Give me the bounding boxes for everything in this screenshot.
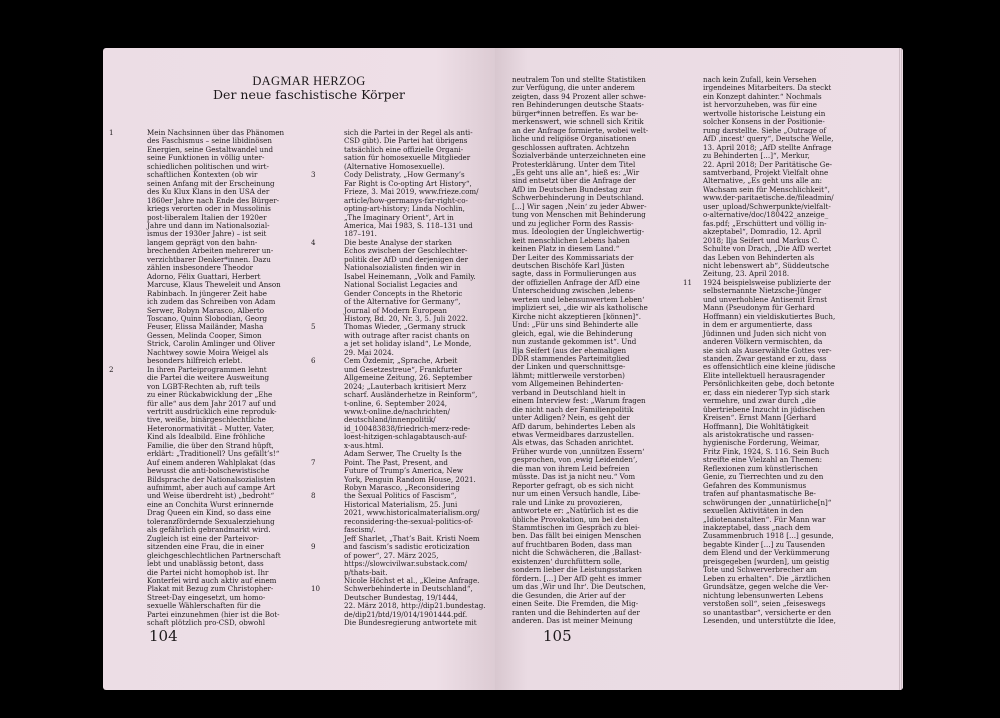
- page-number: 104: [149, 627, 178, 645]
- left-page: [103, 48, 495, 690]
- right-col-2: [683, 75, 873, 625]
- page-edge: [899, 48, 903, 690]
- footnote-text: Mein Nachsinnen über das Phänomen des Faschismus – seine libidinösen Energien, seine Gestaltwandel und seine Funktionen in völlig unter- schiedlichen politischen und wirt- schaftlichen Kontexten (ob wir seinen Anfang mit der Erscheinung des Ku Klux Klans in den USA der 1860er Jahre nach Ende des Bürger- kriegs verorten oder in Mussolinis post-liberalem Italien der 1920er Jahre und dann im Nationalsozial- ismus der 1930er Jahre) – ist seit langem geprägt von den bahn- brechenden Arbeiten mehrerer un- verzichtbarer Denker*innen. Dazu zählen insbesondere Theodor Adorno, Félix Guattari, Herbert Marcuse, Klaus Theweleit und Anson Rabinbach. In jüngerer Zeit habe ich zudem das Schreiben von Adam Serwer, Robyn Marasco, Alberto Toscano, Quinn Slobodian, Georg Feuser, Elissa Mailänder, Masha Gessen, Melinda Cooper, Simon Strick, Carolin Amlinger und Oliver Nachtwey sowie Moira Weigel als besonders hilfreich erlebt.: [147, 128, 285, 366]
- footnote-marker: 4: [311, 237, 316, 247]
- book-spread: [103, 48, 903, 690]
- footnote-marker: 11: [683, 277, 693, 287]
- page-number: 105: [543, 627, 572, 645]
- footnote-1: [109, 128, 307, 366]
- left-col-2: [311, 128, 494, 628]
- footnote-text: neutralem Ton und stellte Statistiken zur Verfügung, die unter anderem zeigten, dass 94 Prozent aller schwe- ren Behinderungen deutsche Staats- bürger*innen betreffen. Es war be- merkenswert, wie schnell sich Kritik an der Anfrage formierte, wobei welt- liche und religiöse Organisationen geschlossen auftraten. Achtzehn Sozialverbände unterzeichneten eine Protesterklärung. Unter dem Titel „Es geht uns alle an“, hieß es: „Wir sind entsetzt über die Anfrage der AfD im Deutschen Bundestag zur Schwerbehinderung in Deutschland. […] Wir sagen ‚Nein‘ zu jeder Abwer- tung von Menschen mit Behinderung und zu jeglicher Form des Rassis- mus. Ideologien der Ungleichwertig- keit menschlichen Lebens haben keinen Platz in diesem Land.“ Der Leiter des Kommissariats der deutschen Bischöfe Karl Jüsten sagte, dass in Formulierungen aus der offiziellen Anfrage der AfD eine Unterscheidung zwischen ‚lebens- wertem und lebensunwertem Leben‘ impliziert sei, „die wir als katholische Kirche nicht akzeptieren [können]“. Und: „Für uns sind Behinderte alle gleich, egal, wie die Behinderung nun zustande gekommen ist“. Und Ilja Seifert (aus der ehemaligen DDR stammendes Parteimitglied der Linken und querschnittsge- lähmt; mittlerweile verstorben) vom Allgemeinen Behinderten- verband in Deutschland hielt in einem Interview fest: „Warum fragen die nicht nach der Familienpolitik unter Adligen? Nein, es geht der AfD darum, behindertes Leben als etwas Vermeidbares darzustellen. Als etwas, das Schaden anrichtet. Früher wurde von ‚unnützen Essern‘ gesprochen, von ‚ewig Leidenden‘, die man von ihrem Leid befreien müsste. Das ist ja nicht neu.“ Vom Reporter gefragt, ob es sich nicht nur um einen Versuch handle, Libe- rale und Linke zu provozieren, antwortete er: „Natürlich ist es die übliche Provokation, um bei den Stammtischen im Gespräch zu blei- ben. Das fällt bei einigen Menschen auf fruchtbaren Boden, dass man nicht die Schwächeren, die ‚Ballast- existenzen‘ durchfüttern solle, sondern lieber die Leistungsstarken fördern. […] Der AfD geht es immer um das ‚Wir und Ihr‘. Die Deutschen, die Gesunden, die Arier auf der einen Seite. Die Fremden, die Mig- ranten und die Behinderten auf der anderen. Das ist meiner Meinung: [512, 75, 649, 625]
- footnote-marker: 7: [311, 457, 316, 467]
- footnote-marker: 2: [109, 364, 114, 374]
- footnote-text: nach kein Zufall, kein Versehen irgendeines Mitarbeiters. Da steckt ein Konzept dahinter.“ Nochmals ist hervorzuheben, was für eine wertvolle historische Leistung ein solcher Konsens in der Positionie- rung darstellte. Siehe „Outrage of AfD ‚incest‘ query“, Deutsche Welle, 13. April 2018; „AfD stellte Anfrage zu Behinderten […]“, Merkur, 22. April 2018; Der Paritätische Ge- samtverband, Projekt Vielfalt ohne Alternative, „Es geht uns alle an: Wachsam sein für Menschlichkeit“, www.der-paritaetische.de/fileadmin/ user_upload/Schwerpunkte/vielfalt- o-alternative/doc/180422_anzeige_ fas.pdf; „Erschüttert und völlig in- akzeptabel“, Domradio, 12. April 2018; Ilja Seifert und Markus C. Schulte von Drach, „Die AfD wertet das Leben von Behinderten als nicht lebenswert ab“, Süddeutsche Zeitung, 23. April 2018. 1924 beispielsweise publizierte der selbsternannte Nietzsche-Jünger und unverhohlene Antisemit Ernst Mann (Pseudonym für Gerhard Hoffmann) ein vieldiskutiertes Buch, in dem er argumentierte, dass Jüdinnen und Juden sich nicht von anderen Völkern vermischten, da sie sich als Auserwählte Gottes ver- standen. Zwar gestand er zu, dass es offensichtlich eine kleine jüdische Elite intellektuell herausragender Persönlichkeiten gebe, doch betonte er, dass ein niederer Typ sich stark vermehre, und zwar durch „die übertriebene Inzucht in jüdischen Kreisen“. Ernst Mann [Gerhard Hoffmann], Die Wohltätigkeit als aristokratische und rassen- hygienische Forderung, Weimar, Fritz Fink, 1924, S. 116. Sein Buch streifte eine Vielzahl an Themen: Reflexionen zum künstlerischen Genie, zu Tierrechten und zu den Gefahren des Kommunismus trafen auf phantasmatische Be- schwörungen der „unnatürliche[n]“ sexuellen Aktivitäten in den „Idiotenanstalten“. Für Mann war inakzeptabel, dass „nach dem Zusammenbruch 1918 […] gesunde, begabte Kinder […] zu Tausenden dem Elend und der Verkümmerung preisgegeben [wurden], um geistig Tote und Schwerverbrecher am Leben zu erhalten“. Die „ärztlichen Grundsätze, gegen welche die Ver- nichtung lebensunwerten Lebens verstoßen soll“, seien „feiseswegs so unantastbar“, versicherte er den Lesenden, und unterstützte die Idee,: [703, 75, 836, 625]
- footnote-marker: 10: [311, 584, 321, 594]
- footnote-marker: 8: [311, 491, 316, 501]
- footnote-marker: 5: [311, 322, 316, 332]
- footnote-marker: 6: [311, 356, 316, 366]
- right-col-1: [512, 76, 682, 625]
- author-name: DAGMAR HERZOG: [252, 74, 366, 88]
- chapter-header: [123, 74, 495, 102]
- footnote-2: [109, 364, 307, 628]
- footnote-marker: 9: [311, 542, 316, 552]
- footnote-text: In ihren Parteiprogrammen lehnt die Partei die weitere Ausweitung von LGBT-Rechten ab, ruft teils zu einer Rückabwicklung der „Ehe für alle“ aus dem Jahr 2017 auf und vertritt ausdrücklich eine reproduk- tive, weiße, binärgeschlechtliche Heteronormativität – Mutter, Vater, Kind als Idealbild. Eine fröhliche Familie, die über den Strand hüpft, erklärt: „Traditionell? Uns gefällt’s!“ Auf einem anderen Wahlplakat (das bewusst die anti-bolschewistische Bildsprache der Nationalsozialisten aufnimmt, aber auch auf campe Art und Weise überdreht ist) „bedroht“ eine an Conchita Wurst erinnernde Drag Queen ein Kind, so dass eine toleranzfördernde Sexualerziehung als gefährlich gebrandmarkt wird. Zugleich ist eine der Parteivor- sitzenden eine Frau, die in einer gleichgeschlechtlichen Partnerschaft lebt und unablässig betont, dass die Partei nicht homophob ist. Ihr Konterfei wird auch aktiv auf einem Plakat mit Bezug zum Christopher- Street-Day eingesetzt, um homo- sexuelle Wählerschaften für die Partei einzunehmen (hier ist die Bot- schaft plötzlich pro-CSD, obwohl: [147, 364, 281, 628]
- footnote-text: sich die Partei in der Regel als anti- CSD gibt). Die Partei hat übrigens tatsächlich eine offizielle Organi- sation für homosexuelle Mitglieder (Alternative Homosexuelle). Cody Delistraty, „How Germany’s Far Right is Co-opting Art History“, Frieze, 3. Mai 2019, www.frieze.com/ article/how-germanys-far-right-co- opting-art-history; Linda Nochlin, „The Imaginary Orient“, Art in America, Mai 1983, S. 118–131 und 187–191. Die beste Analyse der starken Echos zwischen der Geschlechter- politik der AfD und derjenigen der Nationalsozialisten finden wir in Isabel Heinemann, „Volk and Family. National Socialist Legacies and Gender Concepts in the Rhetoric of the Alternative for Germany“, Journal of Modern European History, Bd. 20, Nr. 3, 5. Juli 2022. Thomas Wieder, „Germany struck with outrage after racist chants on a jet set holiday island“, Le Monde, 29. Mai 2024. Cem Özdemir, „Sprache, Arbeit und Gesetzestreue“, Frankfurter Allgemeine Zeitung, 26. September 2024; „Lauterbach kritisiert Merz scharf. Ausländerhetze in Reinform“, t-online, 6. September 2024, www.t-online.de/nachrichten/ deutschland/innenpolitik/ id_100483838/friedrich-merz-rede- loest-hitzigen-schlagabtausch-auf- x-aus.html. Adam Serwer, The Cruelty Is the Point. The Past, Present, and Future of Trump’s America, New York, Penguin Random House, 2021. Robyn Marasco, „Reconsidering the Sexual Politics of Fascism“, Historical Materialism, 25. Juni 2021, www.historicalmaterialism.org/ reconsidering-the-sexual-politics-of- fascism/. Jeff Sharlet, „That’s Bait. Kristi Noem and fascism’s sadistic eroticization of power“, 27. März 2025, https://slowcivilwar.substack.com/ p/thats-bait. Nicole Höchst et al., „Kleine Anfrage. Schwerbehinderte in Deutschland“, Deutscher Bundestag, 19/1444, 22. März 2018, http://dip21.bundestag. de/dip21/btd/19/014/1901444.pdf. Die Bundesregierung antwortete mit: [344, 128, 486, 628]
- footnote-marker: 1: [109, 128, 114, 137]
- left-col-1: [109, 128, 307, 628]
- chapter-title: Der neue faschistische Körper: [213, 87, 405, 102]
- right-page: [495, 48, 903, 690]
- footnote-marker: 3: [311, 170, 316, 180]
